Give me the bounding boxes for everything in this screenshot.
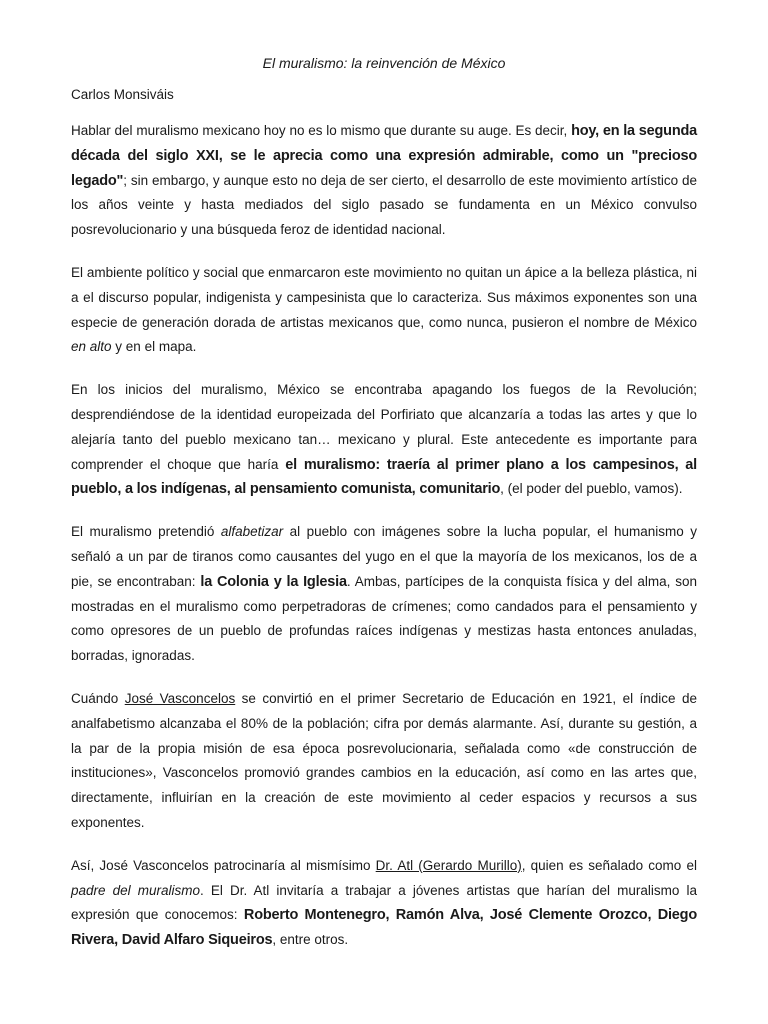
- paragraph-text: El muralismo pretendió: [71, 524, 221, 540]
- paragraph-text: . El Dr. Atl invitaría a trabajar a jóvenes artistas que harían del muralismo la expresión que conocemos:: [71, 882, 697, 923]
- bold-highlight: la Colonia y la Iglesia: [200, 573, 347, 590]
- paragraph-4: [71, 520, 697, 669]
- paragraph-text: y en el mapa.: [111, 339, 197, 355]
- paragraph-text: , (el poder del pueblo, vamos).: [500, 481, 683, 497]
- paragraph-text: Hablar del muralismo mexicano hoy no es lo mismo que durante su auge. Es decir,: [71, 123, 572, 138]
- bold-highlight: Roberto Montenegro, Ramón Alva, José Clemente Orozco, Diego Rivera, David Alfaro Siqueiros: [71, 907, 697, 949]
- vasconcelos-link[interactable]: José Vasconcelos: [124, 690, 236, 706]
- paragraph-text: Cuándo: [71, 690, 125, 706]
- bold-highlight: hoy, en la segunda década del siglo XXI, se le aprecia como una expresión admirable, como un "precioso legado": [71, 123, 697, 189]
- paragraph-text: , entre otros.: [272, 932, 349, 948]
- paragraph-text: se convirtió en el primer Secretario de Educación en 1921, el índice de analfabetismo alcanzaba el 80% de la población; cifra por demás alarmante. Así, durante su gestión, a la par de la propia misión de esa época posrevolucionaria, señalada como «de construcción de instituciones», Vasconcelos promovió grandes cambios en la educación, así como en las artes que, directamente, influirían en la creación de este movimiento al ceder espacios y recursos a sus exponentes.: [71, 690, 698, 830]
- paragraph-text: Así, José Vasconcelos patrocinaría al mismísimo: [71, 857, 376, 873]
- paragraph-5: [71, 687, 697, 836]
- dr-atl-link[interactable]: Dr. Atl (Gerardo Murillo): [375, 857, 522, 873]
- italic-phrase: en alto: [71, 339, 112, 355]
- paragraph-text: , quien es señalado como el: [521, 857, 697, 873]
- paragraph-text: . Ambas, partícipes de la conquista física y del alma, son mostradas en el muralismo como perpetradoras de crímenes; como candados para el pensamiento y como opresores de un pueblo de profundas raíces indígenas y mestizas hasta entonces anuladas, borradas, ignoradas.: [71, 573, 697, 664]
- paragraph-1: [71, 119, 697, 243]
- paragraph-2: [71, 261, 697, 360]
- italic-phrase: padre del muralismo: [71, 882, 200, 898]
- paragraph-text: al pueblo con imágenes sobre la lucha popular, el humanismo y señaló a un par de tiranos como causantes del yugo en el que la mayoría de los mexicanos, los de a pie, se encontraban:: [71, 524, 697, 589]
- paragraph-6: [71, 854, 697, 953]
- paragraph-text: ; sin embargo, y aunque esto no deja de ser cierto, el desarrollo de este movimiento artístico de los años veinte y hasta mediados del siglo pasado se fundamenta en un México convulso posrevolucionario y una búsqueda feroz de identidad nacional.: [71, 172, 697, 238]
- paragraph-3: [71, 378, 697, 502]
- document-author: Carlos Monsiváis: [71, 87, 174, 102]
- document-title: El muralismo: la reinvención de México: [262, 55, 506, 71]
- bold-highlight: el muralismo: traería al primer plano a los campesinos, al pueblo, a los indígenas, al pensamiento comunista, comunitario: [71, 456, 697, 498]
- italic-phrase: alfabetizar: [220, 524, 284, 540]
- paragraph-text: El ambiente político y social que enmarcaron este movimiento no quitan un ápice a la belleza plástica, ni a el discurso popular, indigenista y campesinista que lo caracteriza. Sus máximos exponentes son una especie de generación dorada de artistas mexicanos que, como nunca, pusieron el nombre de México: [71, 264, 697, 330]
- paragraph-text: En los inicios del muralismo, México se encontraba apagando los fuegos de la Revolución; desprendiéndose de la identidad europeizada del Porfiriato que alcanzaría a todas las artes y que lo alejaría tanto del pueblo mexicano tan… mexicano y plural. Este antecedente es importante para comprender el choque que haría: [71, 382, 697, 472]
